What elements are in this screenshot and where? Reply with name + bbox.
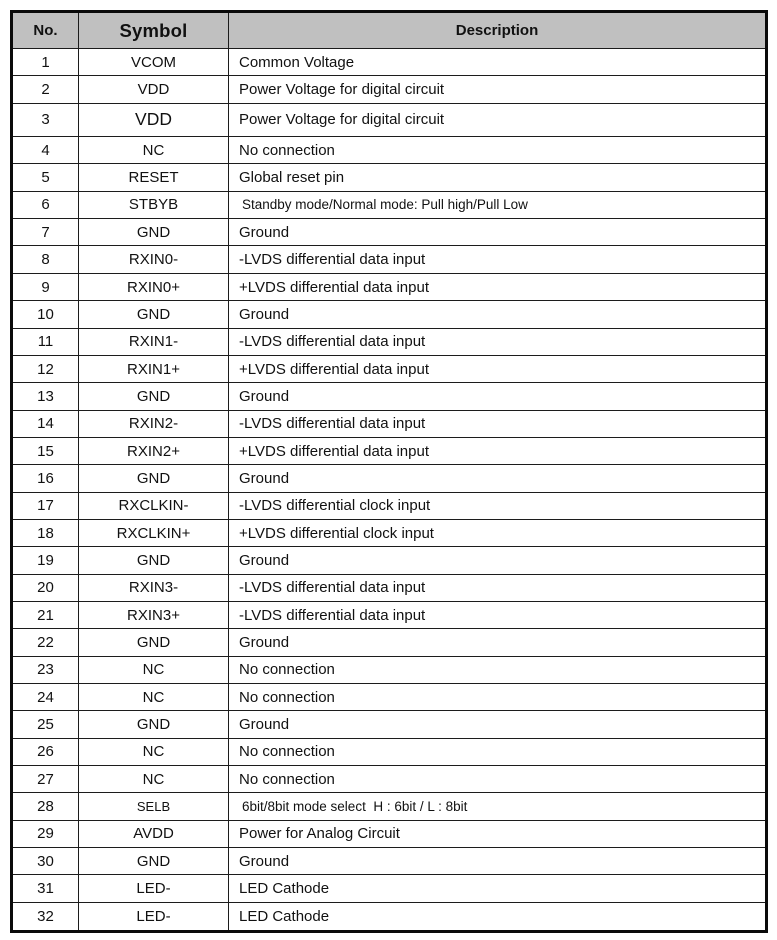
table-row — [12, 301, 767, 328]
pin-description-cell: Standby mode/Normal mode: Pull high/Pull Low — [229, 191, 767, 218]
table-row — [12, 820, 767, 847]
pin-symbol-cell: GND — [79, 301, 229, 328]
pin-number-cell: 2 — [12, 76, 79, 103]
table-row — [12, 49, 767, 76]
pin-symbol-cell: RXIN2+ — [79, 437, 229, 464]
pin-description-cell: No connection — [229, 683, 767, 710]
table-row — [12, 547, 767, 574]
pin-symbol-cell: NC — [79, 683, 229, 710]
pin-description-cell: -LVDS differential data input — [229, 246, 767, 273]
pin-number-cell: 26 — [12, 738, 79, 765]
table-row — [12, 437, 767, 464]
pin-description-cell: Ground — [229, 547, 767, 574]
pin-symbol-cell: GND — [79, 711, 229, 738]
pin-description-table — [10, 10, 768, 933]
pin-symbol-cell: SELB — [79, 793, 229, 820]
pin-symbol-cell: GND — [79, 465, 229, 492]
pin-number-cell: 9 — [12, 273, 79, 300]
header-description: Description — [229, 12, 767, 49]
pin-symbol-cell: NC — [79, 766, 229, 793]
pin-description-cell: -LVDS differential data input — [229, 328, 767, 355]
pin-number-cell: 29 — [12, 820, 79, 847]
pin-description-cell: Ground — [229, 301, 767, 328]
pin-symbol-cell: RXIN0+ — [79, 273, 229, 300]
table-row — [12, 383, 767, 410]
pin-number-cell: 21 — [12, 601, 79, 628]
table-row — [12, 793, 767, 820]
pin-description-cell: -LVDS differential data input — [229, 574, 767, 601]
pin-number-cell: 6 — [12, 191, 79, 218]
pin-number-cell: 23 — [12, 656, 79, 683]
table-row — [12, 574, 767, 601]
pin-symbol-cell: RXIN3+ — [79, 601, 229, 628]
table-row — [12, 137, 767, 164]
pin-symbol-cell: RXCLKIN- — [79, 492, 229, 519]
header-symbol: Symbol — [79, 12, 229, 49]
pin-symbol-cell: LED- — [79, 875, 229, 902]
pin-symbol-cell: RXIN0- — [79, 246, 229, 273]
pin-description-cell: -LVDS differential clock input — [229, 492, 767, 519]
pin-description-cell: Ground — [229, 465, 767, 492]
pin-description-cell: Ground — [229, 219, 767, 246]
pin-description-cell: Ground — [229, 383, 767, 410]
table-row — [12, 902, 767, 931]
header-no: No. — [12, 12, 79, 49]
pin-description-cell: +LVDS differential data input — [229, 437, 767, 464]
pin-number-cell: 12 — [12, 355, 79, 382]
pin-description-cell: Ground — [229, 711, 767, 738]
pin-symbol-cell: RXIN2- — [79, 410, 229, 437]
table-row — [12, 246, 767, 273]
pin-number-cell: 11 — [12, 328, 79, 355]
pin-symbol-cell: GND — [79, 547, 229, 574]
table-row — [12, 875, 767, 902]
pin-number-cell: 19 — [12, 547, 79, 574]
pin-number-cell: 17 — [12, 492, 79, 519]
pin-description-cell: Common Voltage — [229, 49, 767, 76]
pin-number-cell: 5 — [12, 164, 79, 191]
pin-number-cell: 1 — [12, 49, 79, 76]
table-row — [12, 766, 767, 793]
pin-number-cell: 8 — [12, 246, 79, 273]
pin-description-cell: Ground — [229, 848, 767, 875]
pin-symbol-cell: NC — [79, 656, 229, 683]
pin-symbol-cell: RXIN1+ — [79, 355, 229, 382]
pin-symbol-cell: RESET — [79, 164, 229, 191]
pin-symbol-cell: NC — [79, 137, 229, 164]
pin-symbol-cell: GND — [79, 383, 229, 410]
table-row — [12, 738, 767, 765]
pin-description-cell: No connection — [229, 137, 767, 164]
pin-number-cell: 15 — [12, 437, 79, 464]
pin-symbol-cell: GND — [79, 629, 229, 656]
table-row — [12, 76, 767, 103]
pin-description-cell: Power Voltage for digital circuit — [229, 76, 767, 103]
table-row — [12, 492, 767, 519]
pin-symbol-cell: RXIN1- — [79, 328, 229, 355]
table-row — [12, 656, 767, 683]
header-row — [12, 12, 767, 49]
pin-description-cell: Power for Analog Circuit — [229, 820, 767, 847]
pin-number-cell: 24 — [12, 683, 79, 710]
pin-number-cell: 30 — [12, 848, 79, 875]
pin-number-cell: 18 — [12, 519, 79, 546]
pin-number-cell: 14 — [12, 410, 79, 437]
pin-number-cell: 32 — [12, 902, 79, 931]
table-row — [12, 848, 767, 875]
pin-number-cell: 16 — [12, 465, 79, 492]
table-row — [12, 683, 767, 710]
pin-number-cell: 25 — [12, 711, 79, 738]
pin-symbol-cell: VDD — [79, 103, 229, 136]
pin-number-cell: 7 — [12, 219, 79, 246]
pin-description-cell: LED Cathode — [229, 902, 767, 931]
pin-description-cell: -LVDS differential data input — [229, 410, 767, 437]
pin-number-cell: 22 — [12, 629, 79, 656]
pin-symbol-cell: RXCLKIN+ — [79, 519, 229, 546]
table-row — [12, 410, 767, 437]
pin-number-cell: 4 — [12, 137, 79, 164]
pin-description-cell: -LVDS differential data input — [229, 601, 767, 628]
pin-symbol-cell: NC — [79, 738, 229, 765]
table-row — [12, 273, 767, 300]
pin-number-cell: 31 — [12, 875, 79, 902]
table-row — [12, 103, 767, 136]
pin-symbol-cell: GND — [79, 848, 229, 875]
pin-symbol-cell: VCOM — [79, 49, 229, 76]
pin-symbol-cell: GND — [79, 219, 229, 246]
table-row — [12, 519, 767, 546]
pin-number-cell: 20 — [12, 574, 79, 601]
pin-number-cell: 28 — [12, 793, 79, 820]
pin-description-cell: Ground — [229, 629, 767, 656]
pin-description-cell: Global reset pin — [229, 164, 767, 191]
pin-number-cell: 27 — [12, 766, 79, 793]
pin-description-cell: No connection — [229, 656, 767, 683]
pin-symbol-cell: VDD — [79, 76, 229, 103]
pin-symbol-cell: AVDD — [79, 820, 229, 847]
table-row — [12, 601, 767, 628]
pin-number-cell: 10 — [12, 301, 79, 328]
pin-description-cell: LED Cathode — [229, 875, 767, 902]
pin-description-cell: No connection — [229, 738, 767, 765]
table-row — [12, 465, 767, 492]
pin-symbol-cell: LED- — [79, 902, 229, 931]
table-row — [12, 355, 767, 382]
pin-description-cell: No connection — [229, 766, 767, 793]
table-row — [12, 164, 767, 191]
table-row — [12, 191, 767, 218]
table-row — [12, 629, 767, 656]
pin-number-cell: 13 — [12, 383, 79, 410]
table-row — [12, 328, 767, 355]
pin-number-cell: 3 — [12, 103, 79, 136]
pin-description-cell: Power Voltage for digital circuit — [229, 103, 767, 136]
table-row — [12, 219, 767, 246]
pin-description-cell: 6bit/8bit mode select H : 6bit / L : 8bit — [229, 793, 767, 820]
pin-table-body — [12, 49, 767, 932]
pin-symbol-cell: RXIN3- — [79, 574, 229, 601]
pin-description-cell: +LVDS differential clock input — [229, 519, 767, 546]
pin-description-cell: +LVDS differential data input — [229, 355, 767, 382]
table-row — [12, 711, 767, 738]
pin-description-cell: +LVDS differential data input — [229, 273, 767, 300]
pin-symbol-cell: STBYB — [79, 191, 229, 218]
